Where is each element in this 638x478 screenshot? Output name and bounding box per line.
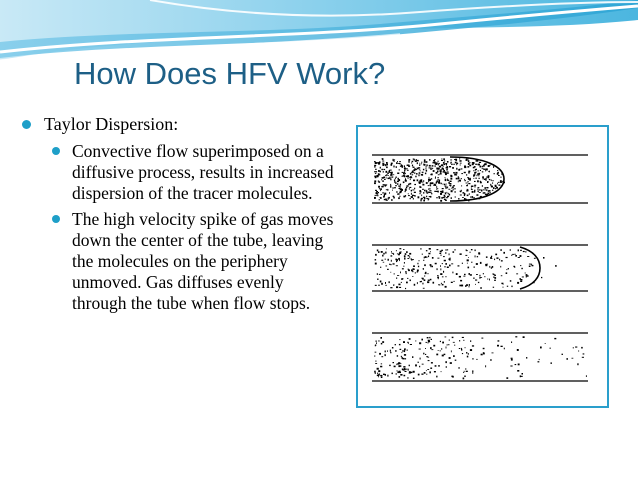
tube-2 — [372, 245, 588, 291]
tracer-molecules — [374, 158, 587, 379]
sub-bullet-text: Convective flow superimposed on a diffusive process, results in increased dispersion of the tracer molecules. — [72, 141, 334, 203]
sub-bullet-text: The high velocity spike of gas moves down the center of the tube, leaving the molecules on the periphery unmoved. Gas diffuses evenly through the tube when flow stops. — [72, 209, 334, 313]
sub-bullet-item — [52, 209, 342, 313]
main-bullet-text: Taylor Dispersion: — [44, 114, 179, 134]
bullet-dot-icon — [52, 215, 60, 223]
slide-title: How Does HFV Work? — [74, 56, 386, 91]
taylor-dispersion-figure — [356, 125, 609, 408]
tube-3 — [372, 333, 588, 381]
bullet-dot-icon — [52, 147, 60, 155]
sub-bullet-item — [52, 141, 342, 203]
bullet-dot-icon — [22, 120, 31, 129]
sub-bullet-list — [52, 141, 342, 319]
